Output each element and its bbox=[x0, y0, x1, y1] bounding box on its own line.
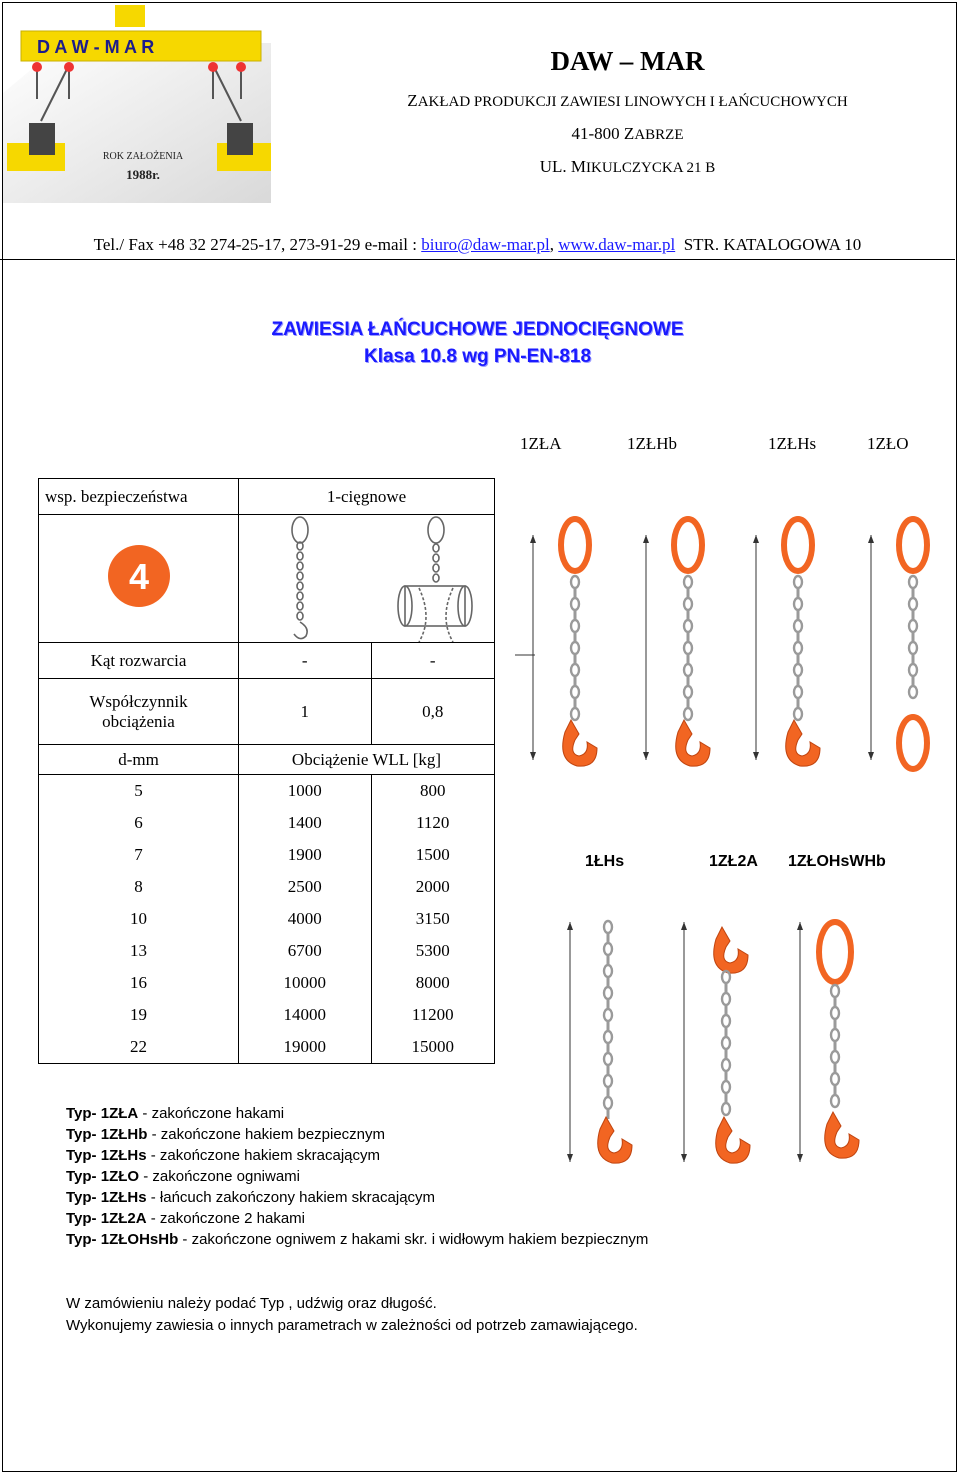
sling-sketch-cell bbox=[239, 515, 495, 643]
chain-link bbox=[794, 686, 802, 698]
dimension-arrow bbox=[797, 1154, 803, 1162]
load-factor-label-1: Współczynnik bbox=[89, 691, 188, 711]
chain-link bbox=[834, 1063, 837, 1073]
safety-badge-cell bbox=[39, 515, 239, 643]
chain-link bbox=[831, 1007, 839, 1019]
chain-link bbox=[571, 642, 579, 654]
chain-link bbox=[722, 1037, 730, 1049]
cell-wll-1: 1400 bbox=[239, 807, 372, 839]
angle-value-2: - bbox=[371, 643, 494, 679]
diameter-header: d-mm bbox=[39, 745, 239, 775]
chain-link bbox=[797, 632, 800, 642]
chain-link bbox=[834, 1085, 837, 1095]
table-row bbox=[39, 903, 495, 935]
table-row bbox=[39, 807, 495, 839]
city-zip: 41-800 Z bbox=[571, 124, 635, 143]
chain-link bbox=[607, 933, 610, 943]
chain-link bbox=[794, 664, 802, 676]
type-label-1zl2a: 1ZŁ2A bbox=[709, 853, 758, 870]
chain-link bbox=[794, 708, 802, 720]
chain-link bbox=[722, 993, 730, 1005]
chain-link bbox=[797, 676, 800, 686]
chain-link bbox=[725, 1005, 728, 1015]
cell-wll-1: 14000 bbox=[239, 999, 372, 1031]
dimension-arrow bbox=[868, 752, 874, 760]
title-line-1: ZAWIESIA ŁAŃCUCHOWE JEDNOCIĘGNOWE bbox=[271, 319, 684, 340]
chain-link bbox=[604, 1031, 612, 1043]
chain-link bbox=[574, 698, 577, 708]
chain-link bbox=[797, 610, 800, 620]
load-table bbox=[38, 478, 495, 1064]
chain-link bbox=[574, 676, 577, 686]
city-rest: ABRZE bbox=[634, 127, 684, 143]
cell-wll-1: 10000 bbox=[239, 967, 372, 999]
type-label-1zlhb: 1ZŁHb bbox=[627, 434, 678, 453]
chain-link bbox=[831, 985, 839, 997]
cell-d: 19 bbox=[39, 999, 239, 1031]
master-link-icon bbox=[561, 519, 589, 571]
chain-link bbox=[912, 610, 915, 620]
chain-link bbox=[607, 977, 610, 987]
table-row bbox=[39, 839, 495, 871]
chain-link bbox=[912, 632, 915, 642]
order-notes bbox=[66, 1293, 638, 1337]
chain-link bbox=[794, 642, 802, 654]
cell-wll-1: 2500 bbox=[239, 871, 372, 903]
table-row bbox=[39, 871, 495, 903]
cell-d: 8 bbox=[39, 871, 239, 903]
dimension-arrow bbox=[753, 535, 759, 543]
chain-link bbox=[687, 654, 690, 664]
cell-d: 10 bbox=[39, 903, 239, 935]
sling-sketch bbox=[239, 516, 494, 642]
chain-link bbox=[607, 955, 610, 965]
chain-link bbox=[834, 1019, 837, 1029]
legend-row: Typ- 1ZŁHb - zakończone hakiem bezpiecznym bbox=[66, 1126, 386, 1143]
chain-link bbox=[571, 664, 579, 676]
chain-link bbox=[797, 654, 800, 664]
legend-row: Typ- 1ZŁ2A - zakończone 2 hakami bbox=[66, 1210, 305, 1227]
chain-link bbox=[909, 686, 917, 698]
chain-link bbox=[831, 1029, 839, 1041]
chain-link bbox=[794, 576, 802, 588]
chain-link bbox=[722, 1015, 730, 1027]
chain-link bbox=[722, 1103, 730, 1115]
dimension-arrow bbox=[681, 922, 687, 930]
table-row bbox=[39, 967, 495, 999]
svg-text:D A W - M A R: D A W - M A R bbox=[37, 37, 155, 57]
load-factor-1: 1 bbox=[239, 679, 372, 745]
cell-d: 7 bbox=[39, 839, 239, 871]
email-link[interactable]: biuro@daw-mar.pl bbox=[421, 235, 550, 254]
chain-link bbox=[722, 1059, 730, 1071]
chain-link bbox=[684, 664, 692, 676]
angle-value-1: - bbox=[239, 643, 372, 679]
order-note-1: W zamówieniu należy podać Typ , udźwig oraz długość. bbox=[66, 1295, 437, 1312]
chain-link bbox=[604, 943, 612, 955]
load-factor-label-2: obciążenia bbox=[102, 711, 175, 731]
dimension-arrow bbox=[868, 535, 874, 543]
chain-link bbox=[684, 598, 692, 610]
chain-link bbox=[571, 686, 579, 698]
chain-link bbox=[725, 1027, 728, 1037]
hook-icon bbox=[676, 720, 710, 766]
chain-link bbox=[571, 598, 579, 610]
table-row bbox=[39, 935, 495, 967]
chain-link bbox=[684, 642, 692, 654]
type-label-1zlhs: 1ZŁHs bbox=[768, 434, 817, 453]
safety-factor-label: wsp. bezpieczeństwa bbox=[39, 479, 239, 515]
legend-row: Typ- 1ZŁA - zakończone hakami bbox=[66, 1105, 285, 1122]
type-legend bbox=[66, 1103, 648, 1250]
cell-d: 6 bbox=[39, 807, 239, 839]
catalog-page: STR. KATALOGOWA 10 bbox=[683, 235, 862, 254]
load-factor-2: 0,8 bbox=[371, 679, 494, 745]
chain-link bbox=[831, 1073, 839, 1085]
street-initial: UL. M bbox=[539, 157, 587, 176]
chain-link bbox=[687, 610, 690, 620]
cell-d: 16 bbox=[39, 967, 239, 999]
dimension-arrow bbox=[643, 535, 649, 543]
chain-link bbox=[574, 610, 577, 620]
cell-wll-2: 800 bbox=[371, 775, 494, 808]
chain-link bbox=[722, 1081, 730, 1093]
legs-label: 1-cięgnowe bbox=[239, 479, 495, 515]
chain-link bbox=[909, 642, 917, 654]
chain-link bbox=[912, 654, 915, 664]
chain-link bbox=[687, 588, 690, 598]
subtitle-initial: Z bbox=[407, 91, 418, 110]
contact-separator: , bbox=[549, 235, 559, 254]
company-city bbox=[290, 123, 960, 146]
cell-wll-2: 3150 bbox=[371, 903, 494, 935]
dimension-arrow bbox=[643, 752, 649, 760]
cell-wll-2: 1500 bbox=[371, 839, 494, 871]
hook-icon bbox=[563, 720, 597, 766]
chain-link bbox=[794, 598, 802, 610]
chain-link bbox=[909, 576, 917, 588]
chain-link bbox=[604, 1075, 612, 1087]
chain-link bbox=[725, 983, 728, 993]
wll-header: Obciążenie WLL [kg] bbox=[239, 745, 495, 775]
cell-wll-1: 6700 bbox=[239, 935, 372, 967]
chain-link bbox=[912, 588, 915, 598]
legend-row: Typ- 1ZŁHs - łańcuch zakończony hakiem skracającym bbox=[66, 1189, 436, 1206]
cell-d: 5 bbox=[39, 775, 239, 808]
legend-row: Typ- 1ZŁOHsHb - zakończone ogniwem z hakami skr. i widłowym hakiem bezpiecznym bbox=[66, 1231, 649, 1248]
svg-text:1988r.: 1988r. bbox=[126, 167, 160, 182]
contact-phone: Tel./ Fax +48 32 274-25-17, 273-91-29 e-mail : bbox=[93, 235, 422, 254]
type-label-1zlo: 1ZŁO bbox=[867, 434, 909, 453]
hook-icon bbox=[714, 927, 748, 973]
chain-link bbox=[725, 1071, 728, 1081]
order-note-2: Wykonujemy zawiesia o innych parametrach w zależności od potrzeb zamawiającego. bbox=[66, 1317, 638, 1334]
hook-icon bbox=[716, 1117, 750, 1163]
chain-link bbox=[834, 997, 837, 1007]
legend-row: Typ- 1ZŁO - zakończone ogniwami bbox=[66, 1168, 300, 1185]
chain-link bbox=[909, 598, 917, 610]
master-link-icon bbox=[784, 519, 812, 571]
chain-link bbox=[607, 999, 610, 1009]
company-subtitle bbox=[290, 90, 960, 113]
chain-link bbox=[604, 921, 612, 933]
dimension-arrow bbox=[681, 1154, 687, 1162]
title-line-2: Klasa 10.8 wg PN-EN-818 bbox=[363, 346, 592, 367]
chain-link bbox=[687, 676, 690, 686]
table-row bbox=[39, 999, 495, 1031]
chain-link bbox=[607, 1065, 610, 1075]
chain-link bbox=[571, 620, 579, 632]
chain-link bbox=[571, 708, 579, 720]
chain-link bbox=[604, 1009, 612, 1021]
type-label-1lhs: 1ŁHs bbox=[585, 853, 625, 870]
table-row bbox=[39, 1031, 495, 1064]
type-label-1zlohswhb: 1ZŁOHsWHb bbox=[788, 853, 886, 870]
chain-link bbox=[831, 1051, 839, 1063]
chain-link bbox=[607, 1021, 610, 1031]
load-factor-label bbox=[39, 679, 239, 745]
chain-link bbox=[684, 576, 692, 588]
company-name: DAW – MAR bbox=[550, 46, 705, 76]
chain-link bbox=[604, 1053, 612, 1065]
chain-link bbox=[797, 588, 800, 598]
chain-link bbox=[831, 1095, 839, 1107]
chain-link bbox=[684, 686, 692, 698]
legend-row: Typ- 1ZŁHs - zakończone hakiem skracającym bbox=[66, 1147, 381, 1164]
chain-link bbox=[725, 1049, 728, 1059]
cell-wll-1: 4000 bbox=[239, 903, 372, 935]
chain-link bbox=[725, 1093, 728, 1103]
chain-link bbox=[794, 620, 802, 632]
master-link-icon bbox=[674, 519, 702, 571]
chain-link bbox=[574, 654, 577, 664]
company-logo bbox=[3, 3, 271, 203]
dimension-arrow bbox=[753, 752, 759, 760]
master-link-icon bbox=[819, 922, 851, 982]
cell-wll-2: 8000 bbox=[371, 967, 494, 999]
cell-wll-1: 1900 bbox=[239, 839, 372, 871]
cell-d: 22 bbox=[39, 1031, 239, 1064]
chain-link bbox=[684, 620, 692, 632]
website-link[interactable]: www.daw-mar.pl bbox=[558, 235, 676, 254]
subtitle-rest: AKŁAD PRODUKCJI ZAWIESI LINOWYCH I ŁAŃCUCHOWYCH bbox=[417, 94, 848, 110]
table-row bbox=[39, 775, 495, 808]
chain-link bbox=[607, 1043, 610, 1053]
angle-label: Kąt rozwarcia bbox=[39, 643, 239, 679]
cell-wll-2: 11200 bbox=[371, 999, 494, 1031]
slings-illustration-top bbox=[505, 515, 945, 785]
chain-link bbox=[571, 576, 579, 588]
hook-icon bbox=[825, 1112, 859, 1158]
chain-link bbox=[607, 1087, 610, 1097]
cell-wll-2: 1120 bbox=[371, 807, 494, 839]
type-label-1zla: 1ZŁA bbox=[520, 434, 562, 453]
company-street bbox=[290, 156, 960, 179]
chain-link bbox=[604, 987, 612, 999]
chain-link bbox=[834, 1041, 837, 1051]
cell-wll-2: 15000 bbox=[371, 1031, 494, 1064]
dimension-arrow bbox=[530, 535, 536, 543]
cell-wll-1: 19000 bbox=[239, 1031, 372, 1064]
cell-wll-1: 1000 bbox=[239, 775, 372, 808]
chain-link bbox=[909, 664, 917, 676]
company-block bbox=[290, 44, 960, 179]
svg-text:4: 4 bbox=[128, 556, 149, 597]
dimension-arrow bbox=[797, 922, 803, 930]
page-title bbox=[0, 316, 955, 370]
cell-d: 13 bbox=[39, 935, 239, 967]
safety-factor-badge bbox=[107, 544, 171, 608]
dimension-arrow bbox=[530, 752, 536, 760]
chain-link bbox=[574, 632, 577, 642]
dimension-arrow bbox=[567, 922, 573, 930]
chain-link bbox=[912, 676, 915, 686]
cell-wll-2: 5300 bbox=[371, 935, 494, 967]
chain-link bbox=[797, 698, 800, 708]
master-link-icon bbox=[899, 717, 927, 769]
street-rest: IKULCZYCKA 21 B bbox=[586, 160, 716, 176]
master-link-icon bbox=[899, 519, 927, 571]
hook-icon bbox=[786, 720, 820, 766]
chain-link bbox=[687, 698, 690, 708]
chain-link bbox=[909, 620, 917, 632]
cell-wll-2: 2000 bbox=[371, 871, 494, 903]
chain-link bbox=[684, 708, 692, 720]
contact-line bbox=[0, 233, 955, 260]
chain-link bbox=[687, 632, 690, 642]
chain-link bbox=[574, 588, 577, 598]
svg-text:ROK ZAŁOŻENIA: ROK ZAŁOŻENIA bbox=[102, 151, 184, 162]
chain-link bbox=[604, 965, 612, 977]
